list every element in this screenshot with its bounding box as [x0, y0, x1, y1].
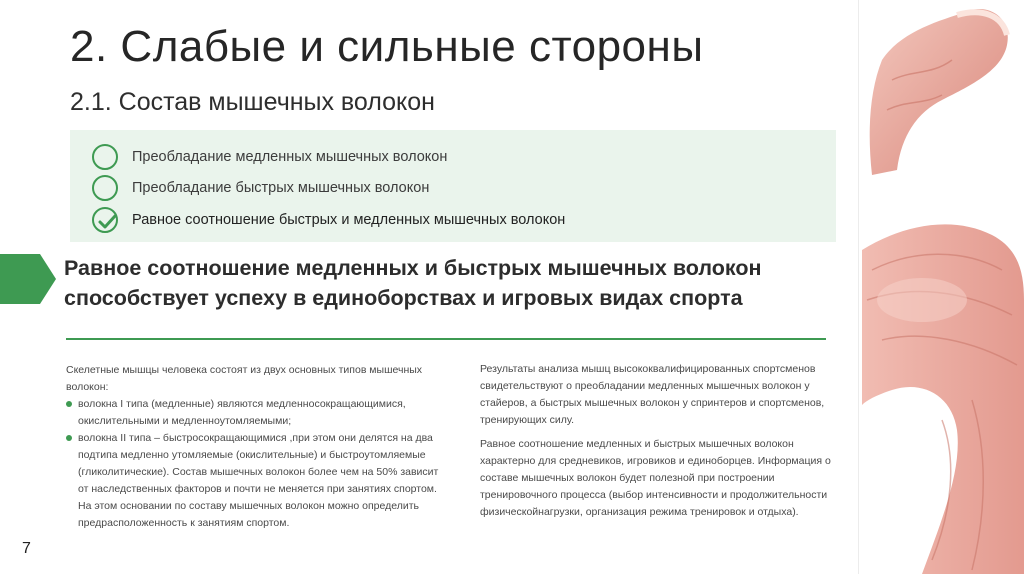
key-statement-line: способствует успеху в единоборствах и игровых видах спорта [64, 286, 743, 310]
divider [66, 338, 826, 340]
bullet-dot-icon [66, 401, 72, 407]
bullet-type1 [66, 396, 441, 430]
left-text-column [66, 362, 441, 532]
right-paragraph-1: Результаты анализа мышц высококвалифицированных спортсменов свидетельствуют о преобладании медленных мышечных волокон у стайеров, а быстрых мышечных волокон у спринтеров и спортсменов, тренирующих силу. [480, 363, 825, 426]
check-icon [96, 211, 118, 233]
option-slow-fibers[interactable] [92, 142, 447, 172]
key-statement [64, 253, 844, 313]
option-label: Преобладание быстрых мышечных волокон [132, 180, 430, 196]
page-number: 7 [22, 540, 31, 557]
slide-subtitle: 2.1. Состав мышечных волокон [70, 88, 435, 116]
options-box [70, 130, 836, 242]
radio-circle-icon[interactable] [92, 175, 118, 201]
anatomy-illustration [862, 0, 1024, 574]
radio-circle-checked-icon[interactable] [92, 207, 118, 233]
slide-title: 2. Слабые и сильные стороны [70, 22, 704, 71]
key-statement-line: Равное соотношение медленных и быстрых мышечных волокон [64, 256, 762, 280]
radio-circle-icon[interactable] [92, 144, 118, 170]
bullet-text: волокна II типа – быстросокращающимися ,при этом они делятся на два подтипа медленно утомляемые (окислительные) и быстроутомляемые (гликолитические). Состав мышечных волокон более чем на 50% зависит от наследственных факторов и почти не меняется при занятиях спортом. На этом основании по составу мышечных волокон можно определить предрасположенность к занятиям спортом. [78, 432, 439, 529]
bullet-text: волокна I типа (медленные) являются медленносокращающимися, окислительными и медленноутомляемыми; [78, 398, 406, 427]
muscle-anatomy-image [862, 0, 1024, 574]
option-label: Преобладание медленных мышечных волокон [132, 149, 448, 165]
right-paragraph-2: Равное соотношение медленных и быстрых мышечных волокон характерно для средневиков, игровиков и единоборцев. Информация о составе мышечных волокон будет полезной при построении тренировочного процесса (выбор интенсивности и продолжительности физическойнагрузки, организация режима тренировок и отдыха). [480, 438, 831, 518]
option-label: Равное соотношение быстрых и медленных мышечных волокон [132, 212, 566, 228]
left-intro: Скелетные мышцы человека состоят из двух основных типов мышечных волокон: [66, 364, 423, 393]
option-equal-fibers[interactable] [92, 205, 565, 235]
bullet-type2 [66, 430, 441, 532]
bullet-dot-icon [66, 435, 72, 441]
panel-divider [858, 0, 859, 574]
right-text-column [480, 361, 840, 521]
option-fast-fibers[interactable] [92, 173, 429, 203]
arrow-marker-icon [0, 254, 58, 304]
